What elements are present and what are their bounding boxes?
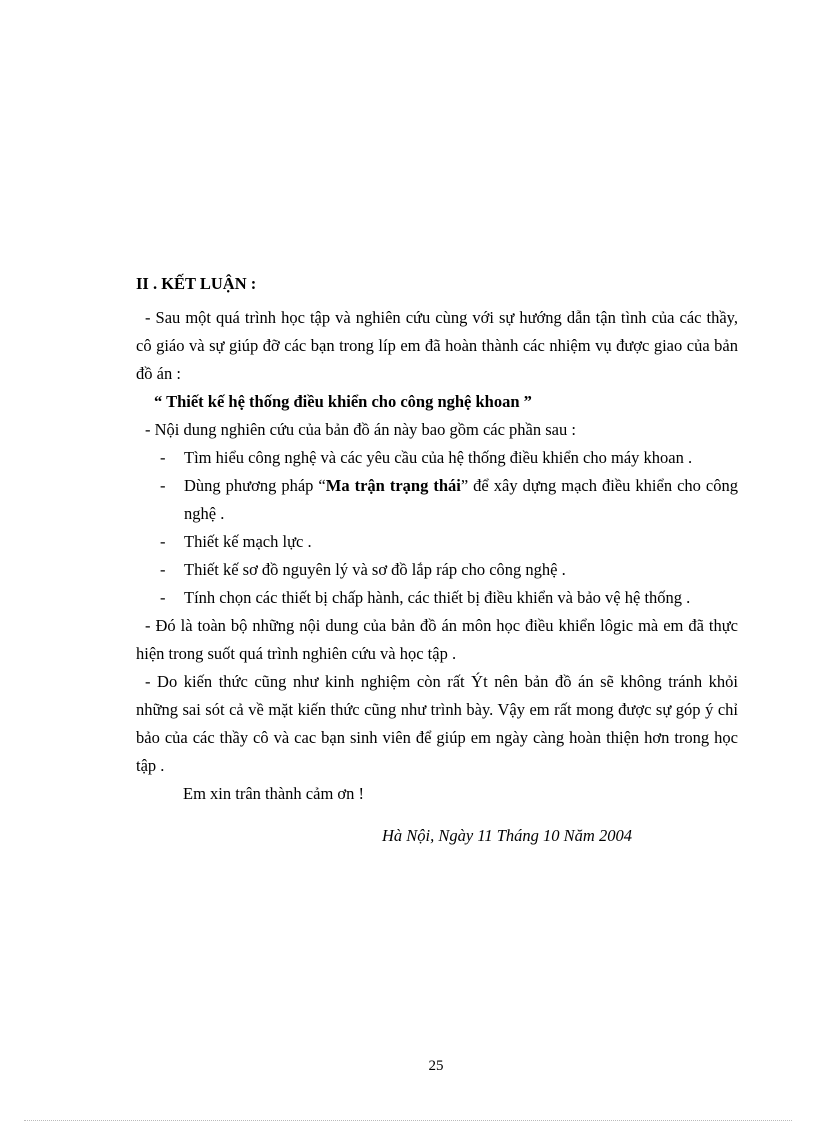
signature-line: Hà Nội, Ngày 11 Tháng 10 Năm 2004 [382,826,632,845]
list-item [136,584,738,612]
conclusion-section [136,270,738,850]
list-item-text-pre: Dùng phương pháp “ [184,476,326,495]
method-name: Ma trận trạng thái [325,476,461,495]
list-item [136,556,738,584]
thanks-line: Em xin trân thành cảm ơn ! [183,784,365,803]
page-number: 25 [428,1058,444,1074]
content-list [136,444,738,612]
intro-paragraph: - Sau một quá trình học tập và nghiên cứu cùng với sự hướng dẫn tận tình của các thầy, cô giáo và sự giúp đỡ các bạn trong líp em đã hoàn thành các nhiệm vụ được giao của bản đồ án : [136,308,738,383]
list-dash: - [160,532,166,551]
list-dash: - [160,588,166,607]
list-item [136,472,738,528]
list-item-text-post: ” để xây dựng mạch điều khiển cho công nghệ . [184,476,738,523]
list-item-text: Thiết kế mạch lực . [184,532,312,551]
list-dash: - [160,476,166,495]
project-title: “ Thiết kế hệ thống điều khiển cho công nghệ khoan ” [154,392,532,411]
page-bottom-divider [24,1120,792,1121]
section-heading: II . KẾT LUẬN : [136,274,257,293]
list-item [136,528,738,556]
list-dash: - [160,560,166,579]
summary-paragraph: - Đó là toàn bộ những nội dung của bản đồ án môn học điều khiển lôgic mà em đã thực hiện trong suốt quá trình nghiên cứu và học tập . [136,616,738,663]
list-item-text: Thiết kế sơ đồ nguyên lý và sơ đồ lắp ráp cho công nghệ . [184,560,566,579]
list-dash: - [160,448,166,467]
list-item [136,444,738,472]
list-item-text: Tính chọn các thiết bị chấp hành, các thiết bị điều khiển và bảo vệ hệ thống . [184,588,691,607]
list-item-text: Tìm hiểu công nghệ và các yêu cầu của hệ thống điều khiển cho máy khoan . [184,448,693,467]
apology-paragraph: - Do kiến thức cũng như kinh nghiệm còn rất Ýt nên bản đồ án sẽ không tránh khỏi những sai sót cả về mặt kiến thức cũng như trình bày. Vậy em rất mong được sự góp ý chỉ bảo của các thầy cô và cac bạn sinh viên để giúp em ngày càng hoàn thiện hơn trong học tập . [136,672,738,775]
content-lead: - Nội dung nghiên cứu của bản đồ án này bao gồm các phần sau : [145,420,576,439]
